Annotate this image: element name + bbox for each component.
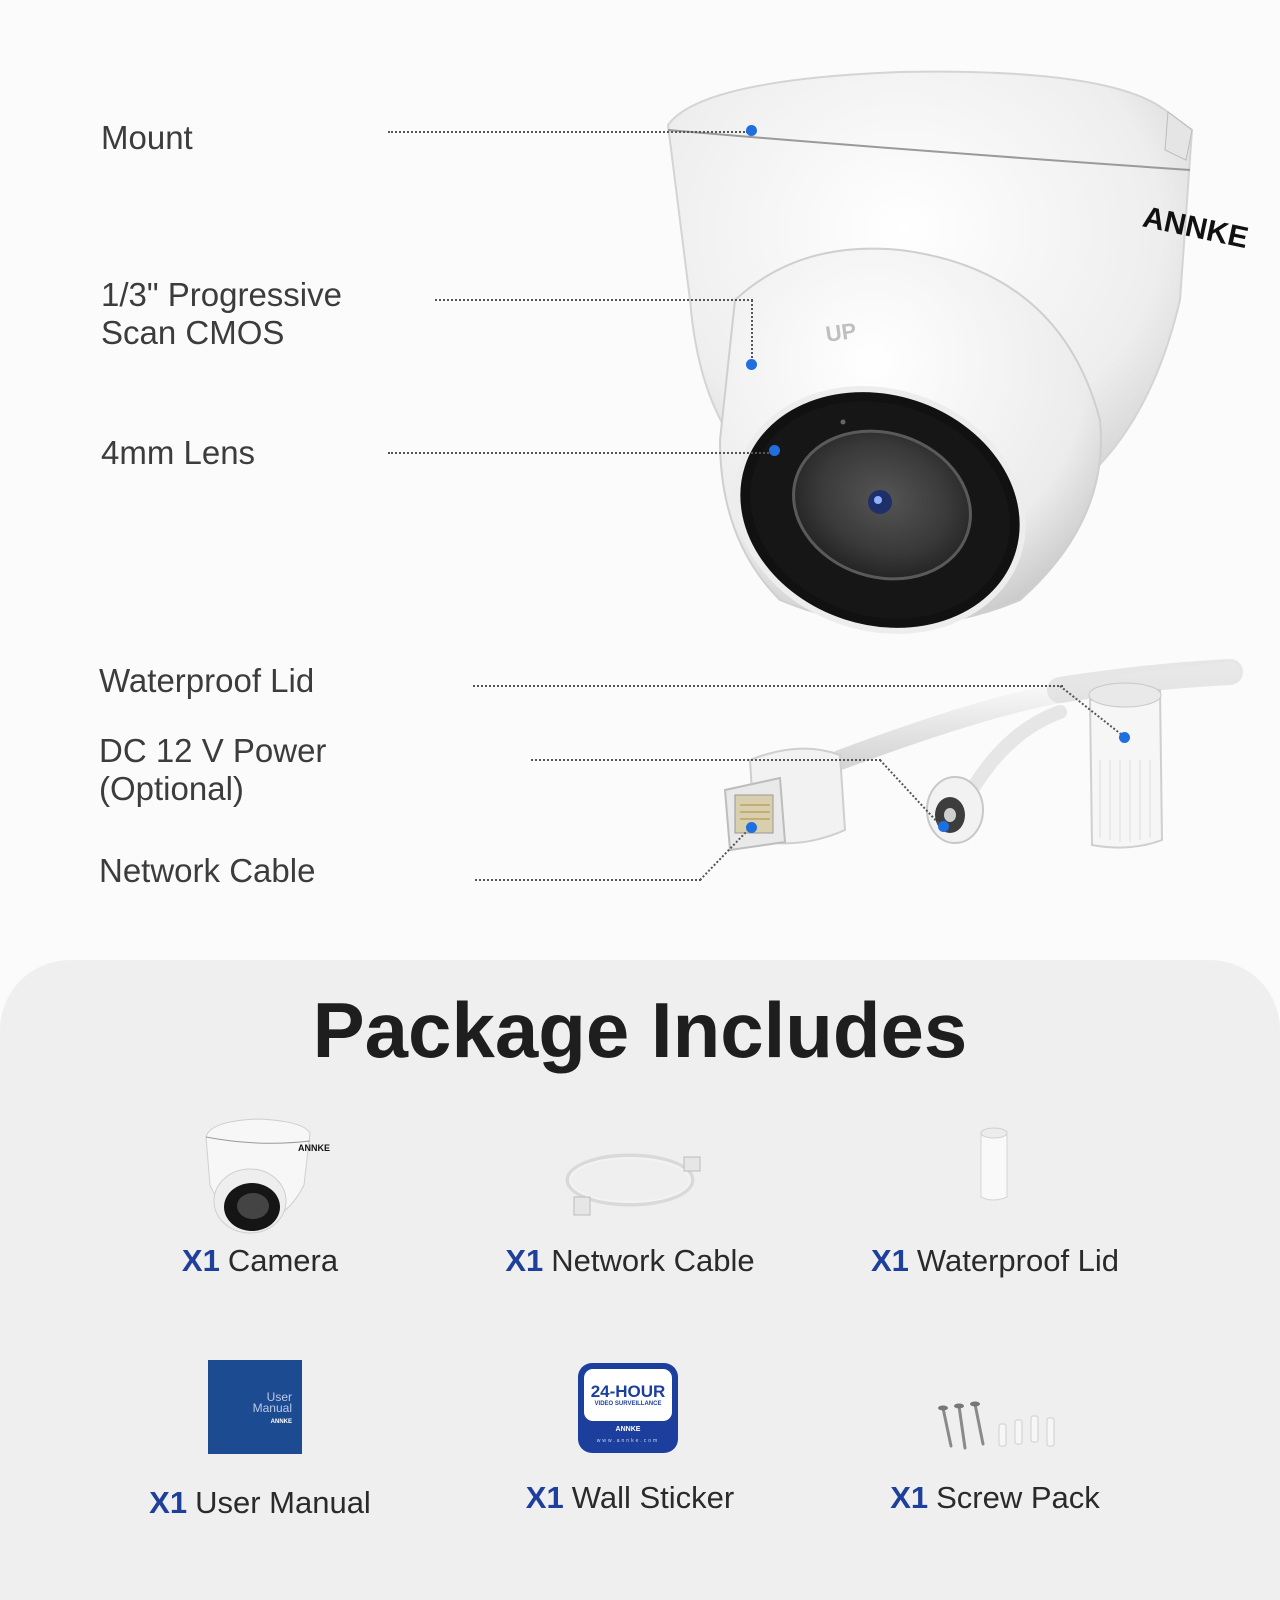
- brand-logo: ANNKE: [1139, 200, 1252, 256]
- callout-network-cable: Network Cable: [99, 852, 316, 889]
- svg-text:ANNKE: ANNKE: [298, 1143, 331, 1153]
- callout-power: [99, 732, 326, 808]
- network-plug: [725, 749, 845, 850]
- callout-cmos: [101, 276, 342, 352]
- leader-mount: [388, 131, 748, 133]
- marker-dot-power: [938, 821, 949, 832]
- package-includes-section: [0, 960, 1280, 1600]
- callout-power-line2: (Optional): [99, 770, 244, 807]
- package-item-user-manual: [80, 1360, 440, 1530]
- user-manual-icon: User Manual ANNKE: [208, 1360, 302, 1454]
- package-title: Package Includes: [312, 986, 968, 1074]
- callout-power-line1: DC 12 V Power: [99, 732, 327, 769]
- leader-lens: [388, 452, 773, 454]
- callout-waterproof-lid: Waterproof Lid: [99, 662, 315, 699]
- camera-icon: [198, 1115, 331, 1240]
- marker-dot-network: [746, 822, 757, 833]
- callout-mount: Mount: [101, 119, 193, 156]
- network-cable-icon: [560, 1135, 705, 1225]
- package-item-label: X1 Waterproof Lid: [870, 1243, 1120, 1278]
- leader-network: [475, 879, 701, 881]
- marker-dot-cmos: [746, 359, 757, 370]
- wall-sticker-icon: 24-HOUR VIDEO SURVEILLANCE ANNKE www.annke.com: [578, 1363, 678, 1453]
- callout-cmos-line2: Scan CMOS: [101, 314, 285, 351]
- package-item-network-cable: [450, 1115, 810, 1285]
- power-plug: [927, 777, 983, 843]
- leader-lid: [473, 685, 1063, 687]
- leader-cmos: [435, 299, 753, 301]
- camera-mark: UP: [824, 317, 858, 347]
- waterproof-lid-icon: [975, 1125, 1015, 1205]
- leader-power: [531, 759, 881, 761]
- package-item-label: X1 Camera: [181, 1243, 339, 1278]
- package-item-label: X1 User Manual: [149, 1485, 371, 1520]
- package-item-label: X1 Network Cable: [505, 1243, 755, 1278]
- package-item-camera: [80, 1115, 440, 1285]
- package-item-wall-sticker: [450, 1360, 810, 1530]
- callout-lens: 4mm Lens: [101, 434, 256, 471]
- marker-dot-lid: [1119, 732, 1130, 743]
- marker-dot-lens: [769, 445, 780, 456]
- package-item-screw-pack: [815, 1360, 1175, 1530]
- waterproof-lid: [1089, 683, 1162, 848]
- package-item-label: X1 Screw Pack: [890, 1480, 1100, 1515]
- package-item-waterproof-lid: [815, 1115, 1175, 1285]
- callout-cmos-line1: 1/3" Progressive: [101, 276, 342, 313]
- screw-pack-icon: [933, 1402, 1063, 1462]
- package-item-label: X1 Wall Sticker: [525, 1480, 735, 1515]
- marker-dot-mount: [746, 125, 757, 136]
